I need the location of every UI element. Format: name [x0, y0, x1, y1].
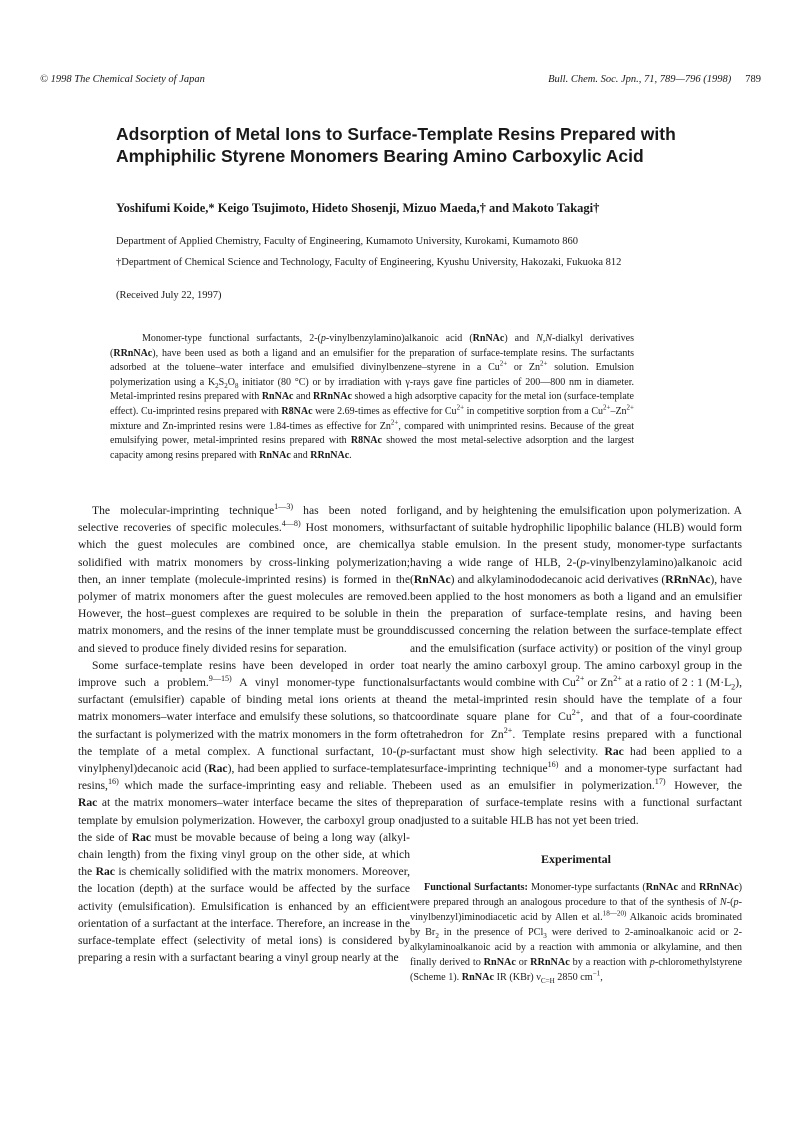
author-list: Yoshifumi Koide,* Keigo Tsujimoto, Hideto Shosenji, Mizuo Maeda,† and Makoto Takagi†	[116, 201, 600, 215]
abstract: Monomer-type functional surfactants, 2-(p-vinylbenzylamino)alkanoic acid (RnNAc) and N,N-dialkyl derivatives (RRnNAc), have been used as both a ligand and an emulsifier for the preparation of surface-template resins. The surfactants adsorbed at the toluene–water interface and emulsified divinylbenzene–styrene in a $Cu^{2+}$ or $Zn^{2+}$ solution. Emulsion polymerization using a $K_2S_2O_8$ initiator (80 °C) or by irradiation with γ-rays gave fine particles of 200—800 nm in diameter. Metal-imprinted resins prepared with RnNAc and RRnNAc showed a high adsorptive capacity for the metal ion (surface-template effect). Cu-imprinted resins prepared with R8NAc were 2.69-times as effective for $Cu^{2+}$ in competitive sorption from a $Cu^{2+}-Zn^{2+}$ mixture and Zn-imprinted resins were 1.84-times as effective for $Zn^{2+}$, compared with unimprinted resins. Because of the great emulsifying power, metal-imprinted resins prepared with R8NAc showed the most metal-selective adsorption and the largest capacity among resins prepared with RnNAc and RRnNAc.	[110, 333, 634, 461]
intro-paragraph-1: The molecular-imprinting technique$^{1—3)}$ has been noted for selective recoveries of specific molecules.$^{4—8)}$ Host monomers, with which the guest molecules are combined once, are chemically solidified with matrix monomers by cross-linking polymerization; then, an inner template (molecule-imprinted resins) is formed in the polymer of matrix monomers after the guest molecules are removed. However, the host–guest complexes are required to be soluble in the matrix monomers, and the resins of the inner template must be ground and sieved to produce finely divided resins for separation.	[78, 502, 410, 655]
running-header	[548, 74, 761, 85]
section-heading-experimental: Experimental	[541, 851, 611, 866]
title-line-1: Adsorption of Metal Ions to Surface-Template Resins Prepared with	[116, 124, 676, 144]
intro-paragraph-2: Some surface-template resins have been developed in order to improve such a problem.$^{9—15)}$ A vinyl monomer-type functional surfactant (emulsifier) capable of binding metal ions orients at the matrix monomers–water interface and emulsify these solutions, so that the surfactant is polymerized with the matrix monomers in the form of the template of a metal complex. A functional surfactant, 10-(p-vinylphenyl)decanoic acid (Rac), had been applied to surface-template resins,$^{16)}$ which made the surface-imprinting easy and reliable. The Rac at the matrix monomers–water interface became the sites of the template by emulsion polymerization. However, the carboxyl group on the side of Rac must be movable because of being a long way (alkyl-chain length) from the fixing vinyl group on the other side, at which the Rac is chemically solidified with the matrix monomers. Moreover, the location (depth) at the surface would be affected by the surface activity (emulsification). Emulsification is enhanced by an efficient orientation of a surfactant at the interface. Therefore, an increase in the surface-template effect (selectivity of metal ions) is considered by preparing a resin with a surfactant bearing a vinyl group nearly at the	[78, 658, 410, 965]
page-number: 789	[745, 74, 761, 85]
right-column	[410, 502, 742, 985]
journal-copyright: © 1998 The Chemical Society of Japan	[40, 74, 205, 85]
experimental-paragraph: Functional Surfactants: Monomer-type surfactants (RnNAc and RRnNAc) were prepared through an analogous procedure to that of the synthesis of N-(p-vinylbenzyl)iminodiacetic acid by Allen et al.$^{18—20)}$ Alkanoic acids brominated by $Br_2$ in the presence of PCl$_3$ were derived to 2-aminoalkanoic acid or 2-alkylaminoalkanoic acid by a reaction with ammonia or alkylamine, and then finally derived to RnNAc or RRnNAc by a reaction with p-chloromethylstyrene (Scheme 1). RnNAc IR (KBr) $\nu_{C=H}$ 2850 $cm^{-1}$,	[410, 882, 743, 986]
affiliation-1: Department of Applied Chemistry, Faculty of Engineering, Kumamoto University, Kurokami, Kumamoto 860	[116, 236, 579, 247]
article-title	[116, 123, 736, 167]
left-column	[78, 502, 410, 966]
affiliation-2: †Department of Chemical Science and Technology, Faculty of Engineering, Kyushu University, Hakozaki, Fukuoka 812	[116, 257, 622, 268]
received-date: (Received July 22, 1997)	[116, 290, 222, 301]
title-line-2: Amphiphilic Styrene Monomers Bearing Amino Carboxylic Acid	[116, 146, 644, 166]
citation: Bull. Chem. Soc. Jpn., 71, 789—796 (1998)	[548, 74, 732, 85]
intro-paragraph-3: ligand, and by heightening the emulsification upon polymerization. A surfactant of suitable hydrophilic lipophilic balance (HLB) would form a stable emulsion. In the present study, monomer-type surfactants having a wide range of HLB, 2-(p-vinylbenzylamino)alkanoic acid (RnNAc) and alkylaminododecanoic acid derivatives (RRnNAc), have been applied to the host monomers as both a ligand and an emulsifier in the preparation of surface-template resins, and having been discussed concerning the relation between the surface-template effect and the emulsification (surface activity) or position of the vinyl group at nearly the amino carboxyl group. The amino carboxyl group in the surfactants would combine with $Cu^{2+}$ or $Zn^{2+}$ at a ratio of 2 : 1 $(M\cdot L_2)$, and the metal-imprinted resin should have the template of a four coordinate square plane for $Cu^{2+}$, and that of a four-coordinate tetrahedron for $Zn^{2+}$. Template resins prepared with a functional surfactant must show high selectivity. Rac had been applied to a surface-imprinting technique$^{16)}$ and a monomer-type surfactant had been used as an emulsifier in polymerization.$^{17)}$ However, the preparation of surface-template resins with a functional surfactant adjusted to a suitable HLB has not yet been tried.	[410, 504, 743, 827]
